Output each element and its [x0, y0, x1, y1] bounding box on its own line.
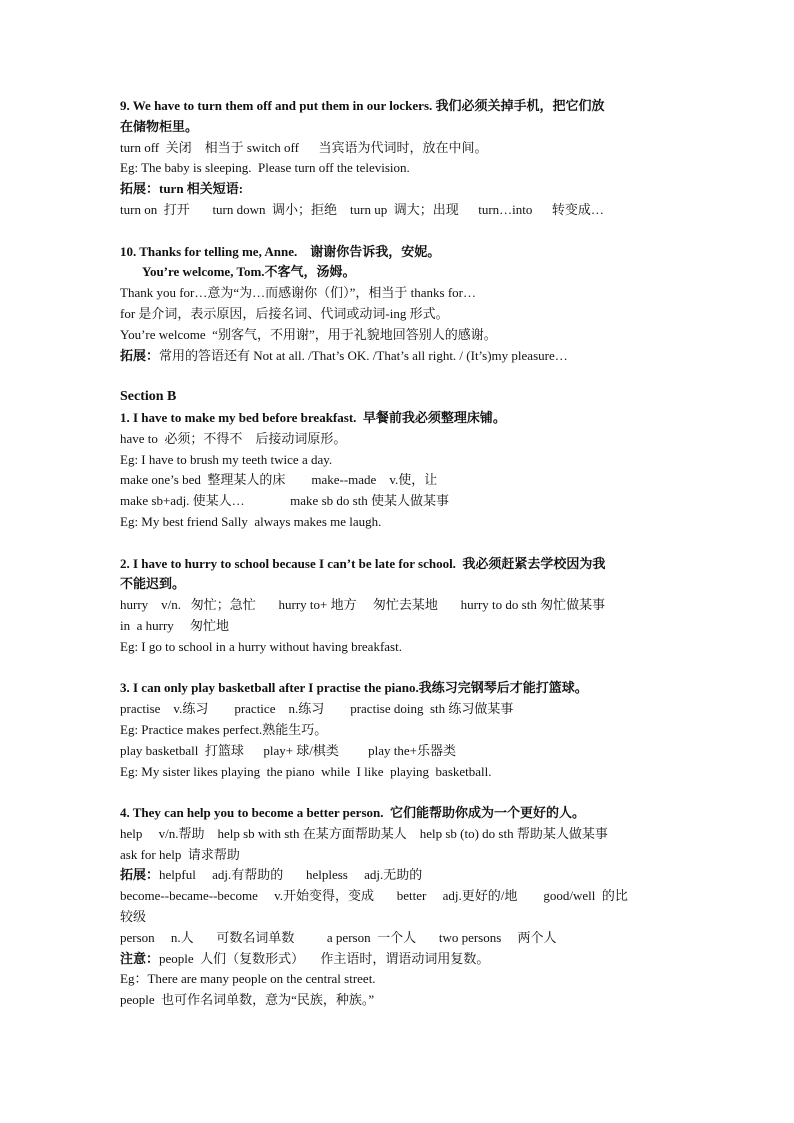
- note-line: for 是介词，表示原因，后接名词、代词或动词-ing 形式。: [120, 305, 449, 321]
- note-line: Eg: I go to school in a hurry without having breakfast.: [120, 638, 402, 654]
- note-line: Thank you for…意为“为…而感谢你（们）”，相当于 thanks for…: [120, 285, 477, 301]
- document-page: [120, 96, 680, 1011]
- sentence-heading: 10. Thanks for telling me, Anne. 谢谢你告诉我，安妮。: [120, 243, 441, 259]
- note-line: You’re welcome “别客气，不用谢”，用于礼貌地回答别人的感谢。: [120, 326, 497, 342]
- sentence-heading: 3. I can only play basketball after I practise the piano.我练习完钢琴后才能打篮球。: [120, 680, 588, 696]
- note-line: ask for help 请求帮助: [120, 846, 240, 862]
- note-line: 拓展：常用的答语还有 Not at all. /That’s OK. /That’s all right. / (It’s)my pleasure…: [120, 347, 568, 363]
- paragraph-gap: [120, 533, 680, 554]
- sentence-heading: You’re welcome, Tom.不客气，汤姆。: [142, 264, 356, 280]
- paragraph-gap: [120, 221, 680, 242]
- note-line: Eg: I have to brush my teeth twice a day.: [120, 451, 333, 467]
- note-line: Eg: My best friend Sally always makes me laugh.: [120, 513, 382, 529]
- sentence-heading: 9. We have to turn them off and put them in our lockers. 我们必须关掉手机，把它们放: [120, 98, 605, 113]
- note-line: make sb+adj. 使某人… make sb do sth 使某人做某事: [120, 493, 450, 509]
- sentence-heading: 2. I have to hurry to school because I can’t be late for school. 我必须赶紧去学校因为我: [120, 555, 606, 571]
- note-line: Eg：There are many people on the central street.: [120, 971, 376, 987]
- note-line: 拓展：helpful adj.有帮助的 helpless adj.无助的: [120, 867, 423, 883]
- note-line: Eg: The baby is sleeping. Please turn off the television.: [120, 160, 410, 176]
- note-line: person n.人 可数名词单数 a person 一个人 two persons 两个人: [120, 929, 557, 945]
- sentence-heading: 在储物柜里。: [120, 118, 199, 134]
- sentence-heading: 不能迟到。: [120, 576, 186, 592]
- note-line: play basketball 打篮球 play+ 球/棋类 play the+乐器类: [120, 742, 457, 758]
- note-line: turn on 打开 turn down 调小；拒绝 turn up 调大；出现 turn…into 转变成…: [120, 201, 604, 217]
- note-line: Eg: Practice makes perfect.熟能生巧。: [120, 721, 328, 737]
- note-line: 较级: [120, 909, 147, 925]
- note-line: 注意：people 人们（复数形式） 作主语时，谓语动词用复数。: [120, 950, 490, 966]
- paragraph-gap: [120, 366, 680, 387]
- note-line: turn off 关闭 相当于 switch off 当宾语为代词时，放在中间。: [120, 139, 488, 155]
- paragraph-gap: [120, 782, 680, 803]
- sentence-heading: 拓展：turn 相关短语:: [120, 181, 244, 197]
- section-heading: Section B: [120, 389, 177, 405]
- note-line: become--became--become v.开始变得，变成 better adj.更好的/地 good/well 的比: [120, 888, 628, 904]
- sentence-heading: 1. I have to make my bed before breakfast. 早餐前我必须整理床铺。: [120, 409, 506, 425]
- note-line: in a hurry 匆忙地: [120, 617, 230, 633]
- note-line: hurry v/n. 匆忙；急忙 hurry to+ 地方 匆忙去某地 hurry to do sth 匆忙做某事: [120, 597, 606, 613]
- label-prefix: 注意：: [120, 950, 160, 966]
- label-prefix: 拓展：: [120, 347, 160, 363]
- note-line: people 也可作名词单数，意为“民族，种族。”: [120, 992, 375, 1008]
- label-prefix: 拓展：: [120, 867, 160, 883]
- note-line: help v/n.帮助 help sb with sth 在某方面帮助某人 help sb (to) do sth 帮助某人做某事: [120, 825, 608, 841]
- note-line: Eg: My sister likes playing the piano while I like playing basketball.: [120, 763, 492, 779]
- note-line: make one’s bed 整理某人的床 make--made v.使，让: [120, 472, 438, 488]
- note-line: have to 必须；不得不 后接动词原形。: [120, 430, 347, 446]
- paragraph-gap: [120, 658, 680, 679]
- sentence-heading: 4. They can help you to become a better person. 它们能帮助你成为一个更好的人。: [120, 805, 585, 821]
- note-line: practise v.练习 practice n.练习 practise doing sth 练习做某事: [120, 701, 514, 717]
